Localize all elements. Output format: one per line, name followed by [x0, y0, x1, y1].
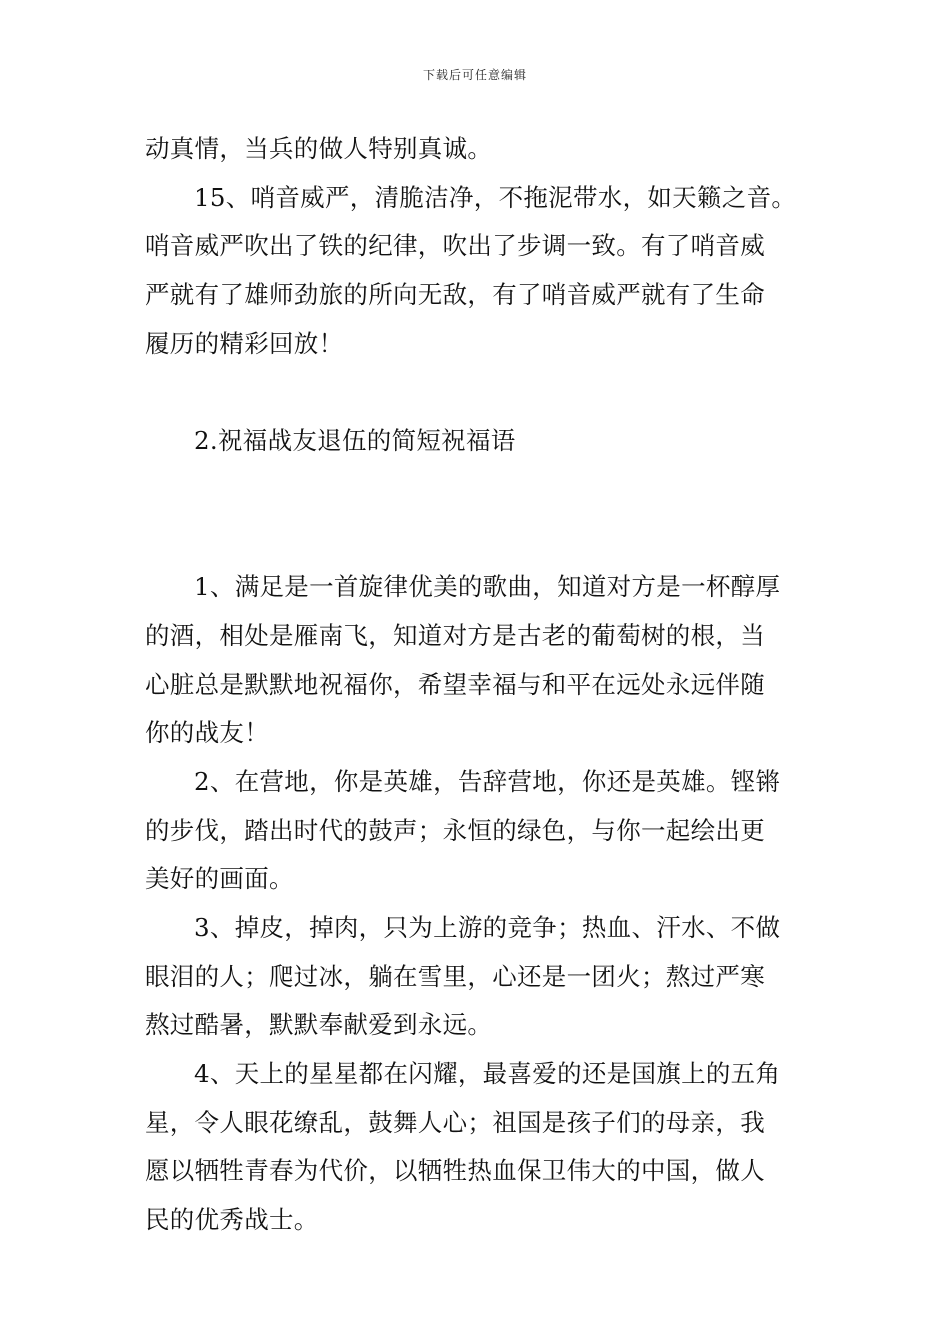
blank-line [145, 368, 820, 417]
text-line: 美好的画面。 [145, 864, 294, 894]
text-line: 熬过酷暑，默默奉献爱到永远。 [145, 1010, 493, 1040]
blank-line [145, 466, 820, 515]
blank-line [145, 515, 820, 564]
text-line: 动真情，当兵的做人特别真诚。 [145, 134, 493, 163]
text-line: 哨音威严吹出了铁的纪律，吹出了步调一致。有了哨音威 [145, 231, 765, 261]
text-line: 民的优秀战士。 [145, 1205, 319, 1235]
text-line: 4、天上的星星都在闪耀，最喜爱的还是国旗上的五角 [194, 1059, 781, 1089]
document-body [145, 125, 820, 1245]
text-line: 3、掉皮，掉肉，只为上游的竞争；热血、汗水、不做 [194, 913, 781, 942]
text-line: 的步伐，踏出时代的鼓声；永恒的绿色，与你一起绘出更 [145, 815, 765, 845]
text-line: 履历的精彩回放！ [145, 328, 344, 358]
text-line: 2、在营地，你是英雄，告辞营地，你还是英雄。铿锵 [194, 766, 781, 796]
text-line: 星，令人眼花缭乱，鼓舞人心；祖国是孩子们的母亲，我 [145, 1107, 765, 1137]
page-header: 下载后可任意编辑 [422, 68, 527, 82]
text-line: 的酒，相处是雁南飞，知道对方是古老的葡萄树的根，当 [145, 620, 765, 650]
section-heading: 2.祝福战友退伍的简短祝福语 [194, 426, 516, 456]
text-line: 愿以牺牲青春为代价，以牺牲热血保卫伟大的中国，做人 [145, 1156, 765, 1186]
text-line: 你的战友！ [145, 718, 269, 748]
text-line: 1、满足是一首旋律优美的歌曲，知道对方是一杯醇厚 [194, 572, 781, 602]
text-line: 心脏总是默默地祝福你，希望幸福与和平在远处永远伴随 [145, 669, 765, 699]
text-line: 15、哨音威严，清脆洁净，不拖泥带水，如天籁之音。 [194, 182, 797, 212]
text-line: 眼泪的人；爬过冰，躺在雪里，心还是一团火；熬过严寒 [145, 961, 765, 991]
text-line: 严就有了雄师劲旅的所向无敌，有了哨音威严就有了生命 [145, 280, 765, 310]
